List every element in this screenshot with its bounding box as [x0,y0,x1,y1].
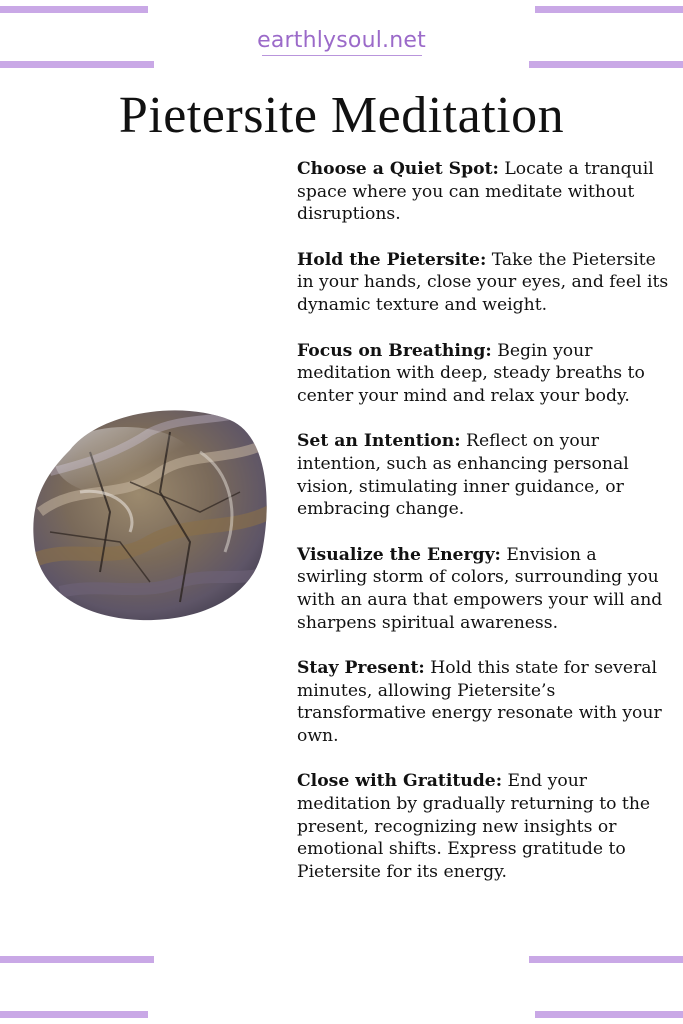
step-text: Envision a swirling storm of colors, surrounding you with an aura that empowers your will and sharpens spiritual awareness. [297,544,663,633]
step-hold-pietersite [297,249,669,317]
bottom-left-bar-1 [0,956,154,963]
top-left-bar-2 [0,61,154,68]
bottom-right-bar-1 [529,956,683,963]
step-text: Begin your meditation with deep, steady breaths to center your mind and relax your body. [297,340,645,406]
bottom-left-bar-2 [0,1011,148,1018]
logo-text: earthlysoul.net [257,28,426,53]
step-label: Choose a Quiet Spot: [297,159,499,179]
step-label: Visualize the Energy: [297,544,501,565]
step-text: Reflect on your intention, such as enhancing personal vision, stimulating inner guidance, or embracing change. [297,431,629,520]
step-label: Hold the Pietersite: [297,249,487,270]
meditation-steps [297,158,669,906]
step-label: Stay Present: [297,658,425,679]
step-text: End your meditation by gradually returning to the present, recognizing new insights or emotional shifts. Express gratitude to Pietersite for its energy. [297,771,651,882]
step-stay-present [297,657,669,747]
step-label: Set an Intention: [297,431,461,452]
stone-illustration [30,392,270,624]
step-text: Take the Pietersite in your hands, close your eyes, and feel its dynamic texture and weight. [297,249,669,315]
logo-underline [262,55,422,56]
step-close-gratitude [297,770,669,883]
pietersite-stone-image [30,392,270,624]
step-label: Close with Gratitude: [297,771,503,792]
step-choose-quiet-spot [297,158,669,226]
top-left-bar-1 [0,6,148,13]
site-logo[interactable] [0,28,683,56]
step-set-intention [297,430,669,520]
step-text: Hold this state for several minutes, allowing Pietersite’s transformative energy resonate with your own. [297,658,662,746]
step-visualize-energy [297,544,669,634]
step-text: Locate a tranquil space where you can meditate without disruptions. [297,159,654,225]
top-right-bar-1 [535,6,683,13]
step-focus-breathing [297,340,669,408]
page-title: Pietersite Meditation [118,87,565,144]
bottom-right-bar-2 [535,1011,683,1018]
step-label: Focus on Breathing: [297,340,492,361]
top-right-bar-2 [529,61,683,68]
